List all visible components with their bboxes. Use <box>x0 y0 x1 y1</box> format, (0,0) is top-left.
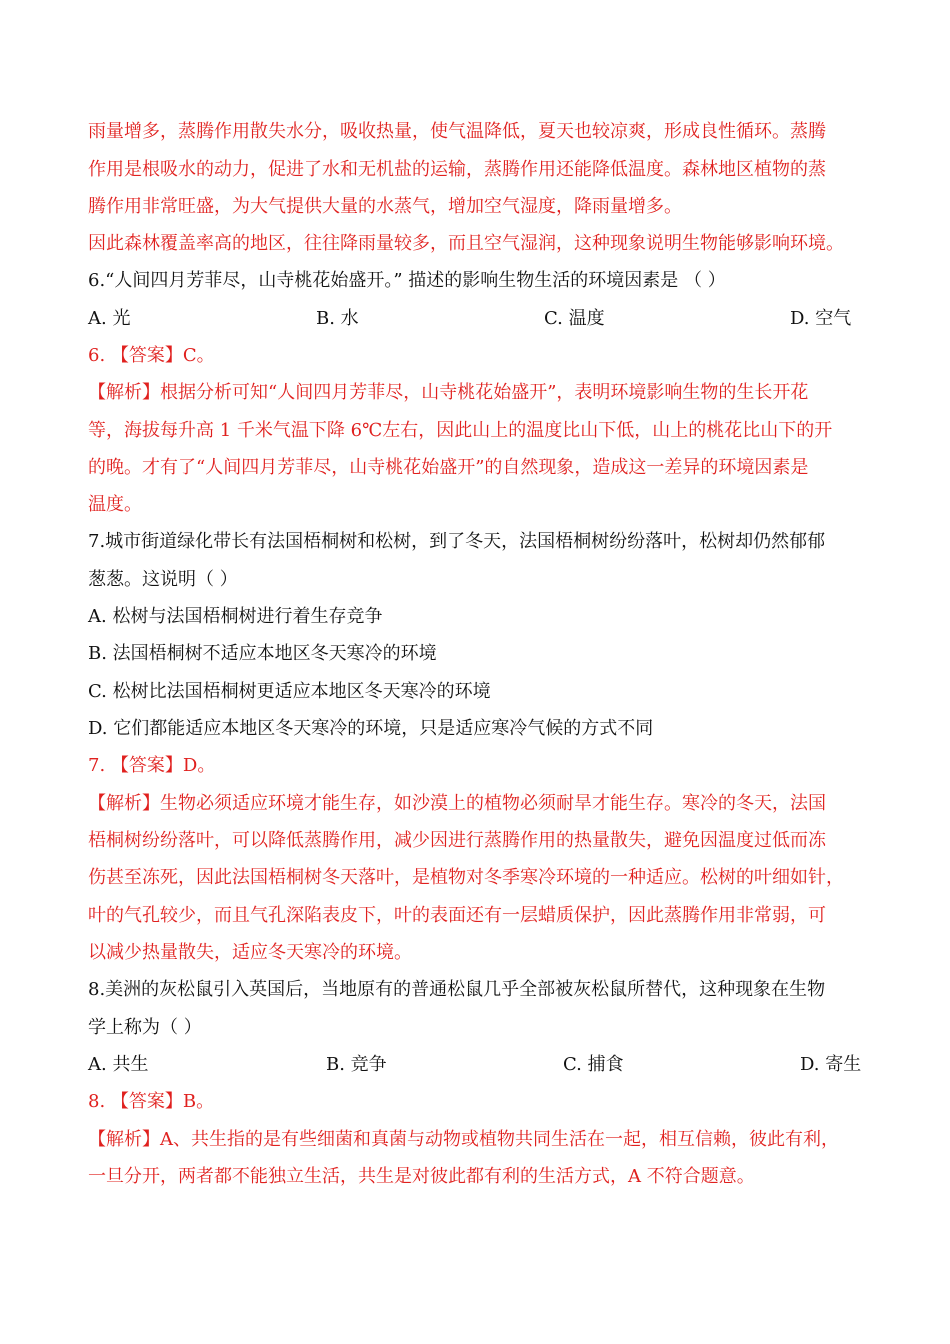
question-7-explanation-line: 叶的气孔较少，而且气孔深陷表皮下，叶的表面还有一层蜡质保护，因此蒸腾作用非常弱，可 <box>88 905 826 926</box>
question-7-option-d: D. 它们都能适应本地区冬天寒冷的环境，只是适应寒冷气候的方式不同 <box>88 718 654 739</box>
question-8-explanation-line: 【解析】A、共生指的是有些细菌和真菌与动物或植物共同生活在一起，相互信赖，彼此有利， <box>88 1129 839 1150</box>
question-6-option-d: D. 空气 <box>790 308 852 329</box>
question-6-explanation-line: 【解析】根据分析可知“人间四月芳菲尽，山寺桃花始盛开”，表明环境影响生物的生长开花 <box>88 382 809 403</box>
question-7-explanation-line: 【解析】生物必须适应环境才能生存，如沙漠上的植物必须耐旱才能生存。寒冷的冬天，法国 <box>88 793 826 814</box>
question-8-stem-line: 学上称为（ ） <box>88 1017 202 1038</box>
explanation-line: 因此森林覆盖率高的地区，往往降雨量较多，而且空气湿润，这种现象说明生物能够影响环境。 <box>88 233 844 254</box>
question-8-option-a: A. 共生 <box>88 1054 149 1075</box>
explanation-line: 雨量增多，蒸腾作用散失水分，吸收热量，使气温降低，夏天也较凉爽，形成良性循环。蒸腾 <box>88 121 826 142</box>
question-6-explanation-line: 等，海拔每升高 1 千米气温下降 6℃左右，因此山上的温度比山下低，山上的桃花比山下的开 <box>88 420 833 441</box>
question-8-stem-line: 8.美洲的灰松鼠引入英国后，当地原有的普通松鼠几乎全部被灰松鼠所替代，这种现象在生物 <box>88 979 826 1000</box>
question-7-option-c: C. 松树比法国梧桐树更适应本地区冬天寒冷的环境 <box>88 681 491 702</box>
question-6-option-a: A. 光 <box>88 308 131 329</box>
question-8-explanation-line: 一旦分开，两者都不能独立生活，共生是对彼此都有利的生活方式，A 不符合题意。 <box>88 1166 755 1187</box>
question-6-stem: 6.“人间四月芳菲尽，山寺桃花始盛开。” 描述的影响生物生活的环境因素是 （ ） <box>88 270 726 291</box>
question-6-option-b: B. 水 <box>316 308 359 329</box>
question-7-explanation-line: 以减少热量散失，适应冬天寒冷的环境。 <box>88 942 412 963</box>
question-7-stem-line: 葱葱。这说明（ ） <box>88 569 238 590</box>
question-6-option-c: C. 温度 <box>544 308 605 329</box>
question-8-option-d: D. 寄生 <box>800 1054 862 1075</box>
question-8-option-b: B. 竞争 <box>326 1054 387 1075</box>
question-6-explanation-line: 的晚。才有了“人间四月芳菲尽，山寺桃花始盛开”的自然现象，造成这一差异的环境因素是 <box>88 457 809 478</box>
question-7-stem-line: 7.城市街道绿化带长有法国梧桐树和松树，到了冬天，法国梧桐树纷纷落叶，松树却仍然郁郁 <box>88 531 826 552</box>
question-6-answer: 6. 【答案】C。 <box>88 345 215 366</box>
explanation-line: 作用是根吸水的动力，促进了水和无机盐的运输，蒸腾作用还能降低温度。森林地区植物的蒸 <box>88 159 826 180</box>
question-7-option-a: A. 松树与法国梧桐树进行着生存竞争 <box>88 606 383 627</box>
question-7-explanation-line: 伤甚至冻死，因此法国梧桐树冬天落叶，是植物对冬季寒冷环境的一种适应。松树的叶细如针， <box>88 867 844 888</box>
question-8-answer: 8. 【答案】B。 <box>88 1091 215 1112</box>
question-7-option-b: B. 法国梧桐树不适应本地区冬天寒冷的环境 <box>88 643 437 664</box>
question-8-option-c: C. 捕食 <box>563 1054 624 1075</box>
explanation-line: 腾作用非常旺盛，为大气提供大量的水蒸气，增加空气湿度，降雨量增多。 <box>88 196 682 217</box>
question-7-answer: 7. 【答案】D。 <box>88 755 216 776</box>
question-7-explanation-line: 梧桐树纷纷落叶，可以降低蒸腾作用，减少因进行蒸腾作用的热量散失，避免因温度过低而冻 <box>88 830 826 851</box>
question-6-explanation-line: 温度。 <box>88 494 142 515</box>
